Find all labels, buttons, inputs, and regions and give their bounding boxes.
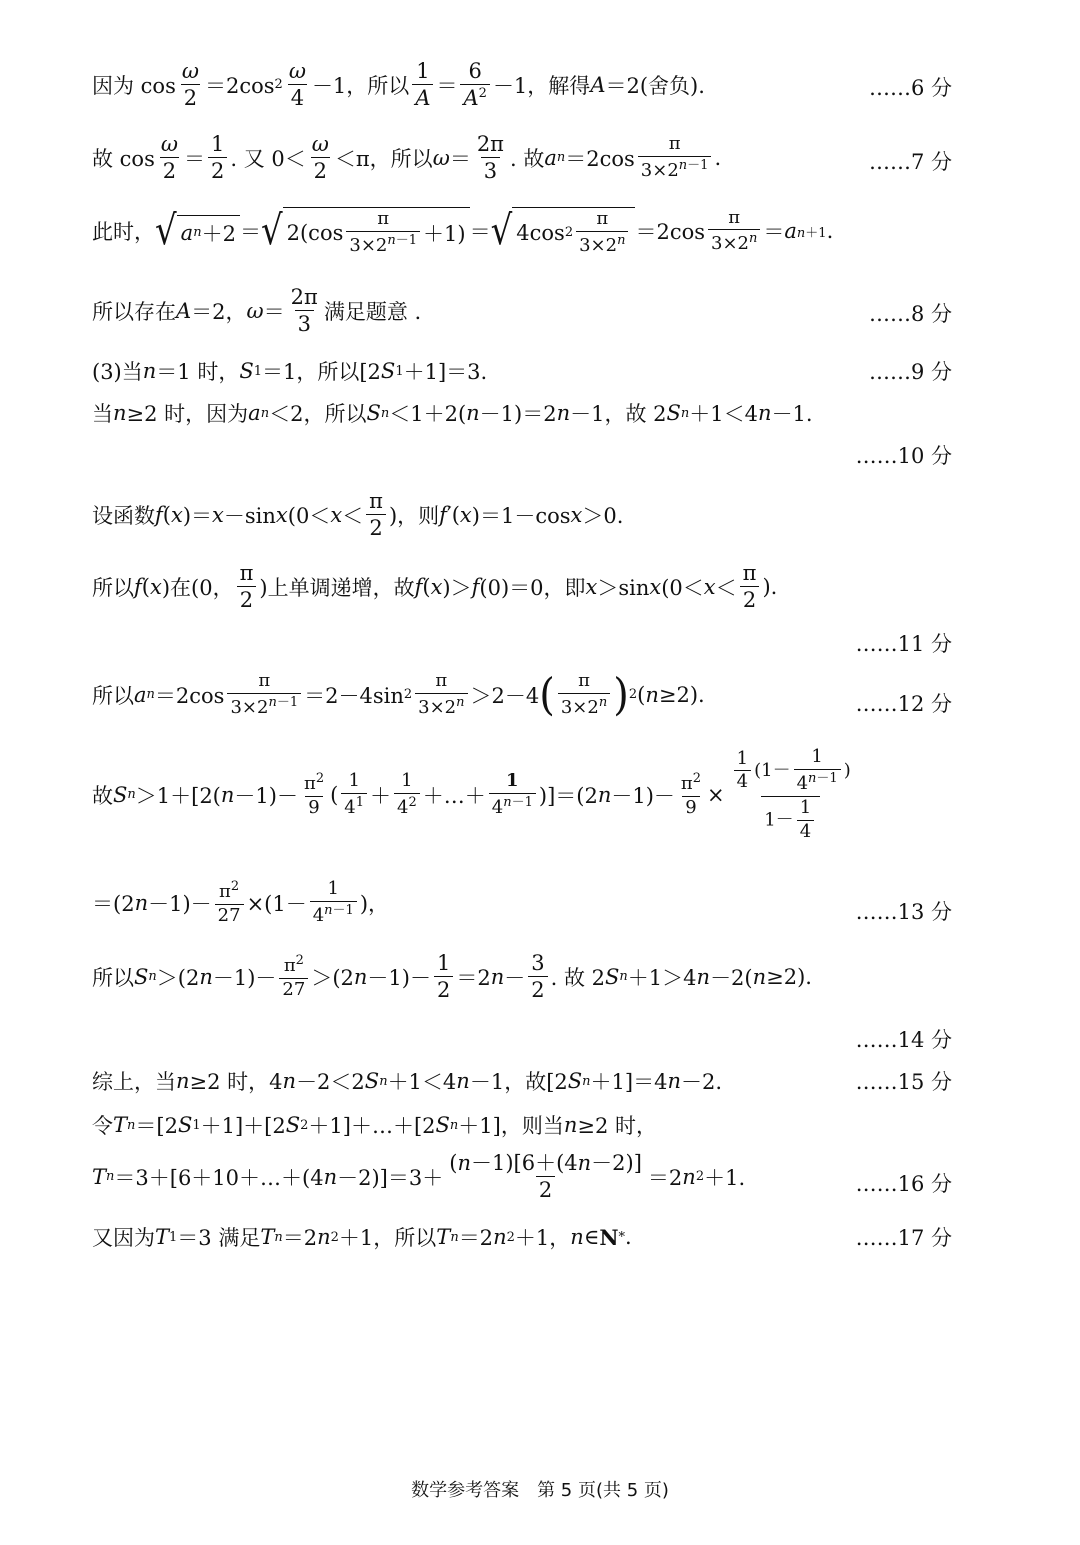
score-10: ……10 分: [855, 444, 952, 468]
score-6: ……6 分: [868, 76, 952, 100]
score-8: ……8 分: [868, 302, 952, 326]
step-2-math: 故 cos $\frac{\omega}{2}$ ＝ $\frac{1}{2}$ . 又 0＜ $\frac{\omega}{2}$ ＜π，所以 ω ＝ $\frac{2\pi}{3}$ . 故 a n ＝2cos $\frac{\pi}{3\times 2^{n-1}}$ .: [92, 132, 722, 184]
step-15-math: T n ＝3＋[6＋10＋…＋(4 n －2)]＝3＋ $\frac{(n-1)[6+(4n-2)]}{2}$ ＝2 n 2 ＋1.: [92, 1151, 746, 1203]
step-12-math: 所以 S n ＞(2 n －1)－ $\frac{\pi^2}{27}$ ＞(2 n －1)－ $\frac{1}{2}$ ＝2 n － $\frac{3}{2}$ . 故 2 S n ＋1＞4 n －2( n ≥2).: [92, 951, 812, 1003]
score-15: ……15 分: [855, 1070, 952, 1094]
score-14: ……14 分: [855, 1028, 952, 1052]
step-1-math: 因为 cos $\frac{\omega}{2}$ ＝2cos 2 $\frac{\omega}{4}$ －1，所以 $\frac{1}{A}$ ＝ $\frac{6}{A^2}$ －1，解得 A ＝2(舍负).: [92, 59, 705, 111]
step-9-math: 所以 a n ＝2cos $\frac{\pi}{3\times 2^{n-1}}$ ＝2－4sin 2 $\frac{\pi}{3\times 2^n}$ ＞2－4 ( $\frac{\pi}{3\times 2^n}$ ) 2 ( n ≥2).: [92, 669, 705, 721]
score-11: ……11 分: [855, 632, 952, 656]
step-10-math: 故 S n ＞1＋[2( n －1)－ $\frac{\pi^2}{9}$ ( $\frac{1}{4^1}$ ＋ $\frac{1}{4^2}$ ＋…＋ $\frac{1}{4^{n-1}}$ )]＝(2 n －1)－ $\frac{\pi^2}{9}$ × $\frac{1}{4}$ (1－ $\frac{1}{4^{n-1}}$ ) 1－ $\frac{1}{4}$: [92, 746, 851, 842]
score-7: ……7 分: [868, 150, 952, 174]
step-6-math: 当 n ≥2 时，因为 a n ＜2，所以 S n ＜1＋2( n －1)＝2 n －1，故 2 S n ＋1＜4 n －1.: [92, 401, 813, 426]
step-13-math: 综上，当 n ≥2 时，4 n －2＜2 S n ＋1＜4 n －1，故[2 S n ＋1]＝4 n －2.: [92, 1069, 723, 1094]
step-14-math: 令 T n ＝[2 S 1 ＋1]＋[2 S 2 ＋1]＋…＋[2 S n ＋1]，则当 n ≥2 时，: [92, 1113, 658, 1138]
score-16: ……16 分: [855, 1172, 952, 1196]
score-9: ……9 分: [868, 360, 952, 384]
step-7-math: 设函数 f ( x )＝ x －sin x (0＜ x ＜ $\frac{\pi}{2}$ )，则 f ′( x )＝1－cos x ＞0.: [92, 489, 624, 541]
step-4-math: 所以存在 A ＝2， ω ＝ $\frac{2\pi}{3}$ 满足题意 .: [92, 285, 422, 337]
step-16-math: 又因为 T 1 ＝3 满足 T n ＝2 n 2 ＋1，所以 T n ＝2 n 2 ＋1， n ∈ N * .: [92, 1224, 632, 1250]
score-12: ……12 分: [855, 692, 952, 716]
step-11-math: ＝(2 n －1)－ $\frac{\pi^2}{27}$ ×(1－ $\frac{1}{4^{n-1}}$ )，: [92, 878, 390, 926]
step-5-math: (3)当 n ＝1 时， S 1 ＝1，所以[2 S 1 ＋1]＝3.: [92, 359, 488, 384]
score-13: ……13 分: [855, 900, 952, 924]
page-footer: 数学参考答案 第 5 页(共 5 页): [411, 1480, 669, 1501]
step-8-math: 所以 f ( x )在(0， $\frac{\pi}{2}$ )上单调递增，故 f ( x )＞ f (0)＝0，即 x ＞sin x (0＜ x ＜ $\frac{\pi}{2}$ ).: [92, 561, 778, 613]
score-17: ……17 分: [855, 1226, 952, 1250]
step-3-math: 此时， √ a n ＋2 ＝ √ 2(cos $\frac{\pi}{3\times 2^{n-1}}$ ＋1) ＝ √ 4cos 2 $\frac{\pi}{3\times 2^n}$ ＝2cos $\frac{\pi}{3\times 2^n}$ ＝ a n＋1 .: [92, 206, 834, 256]
